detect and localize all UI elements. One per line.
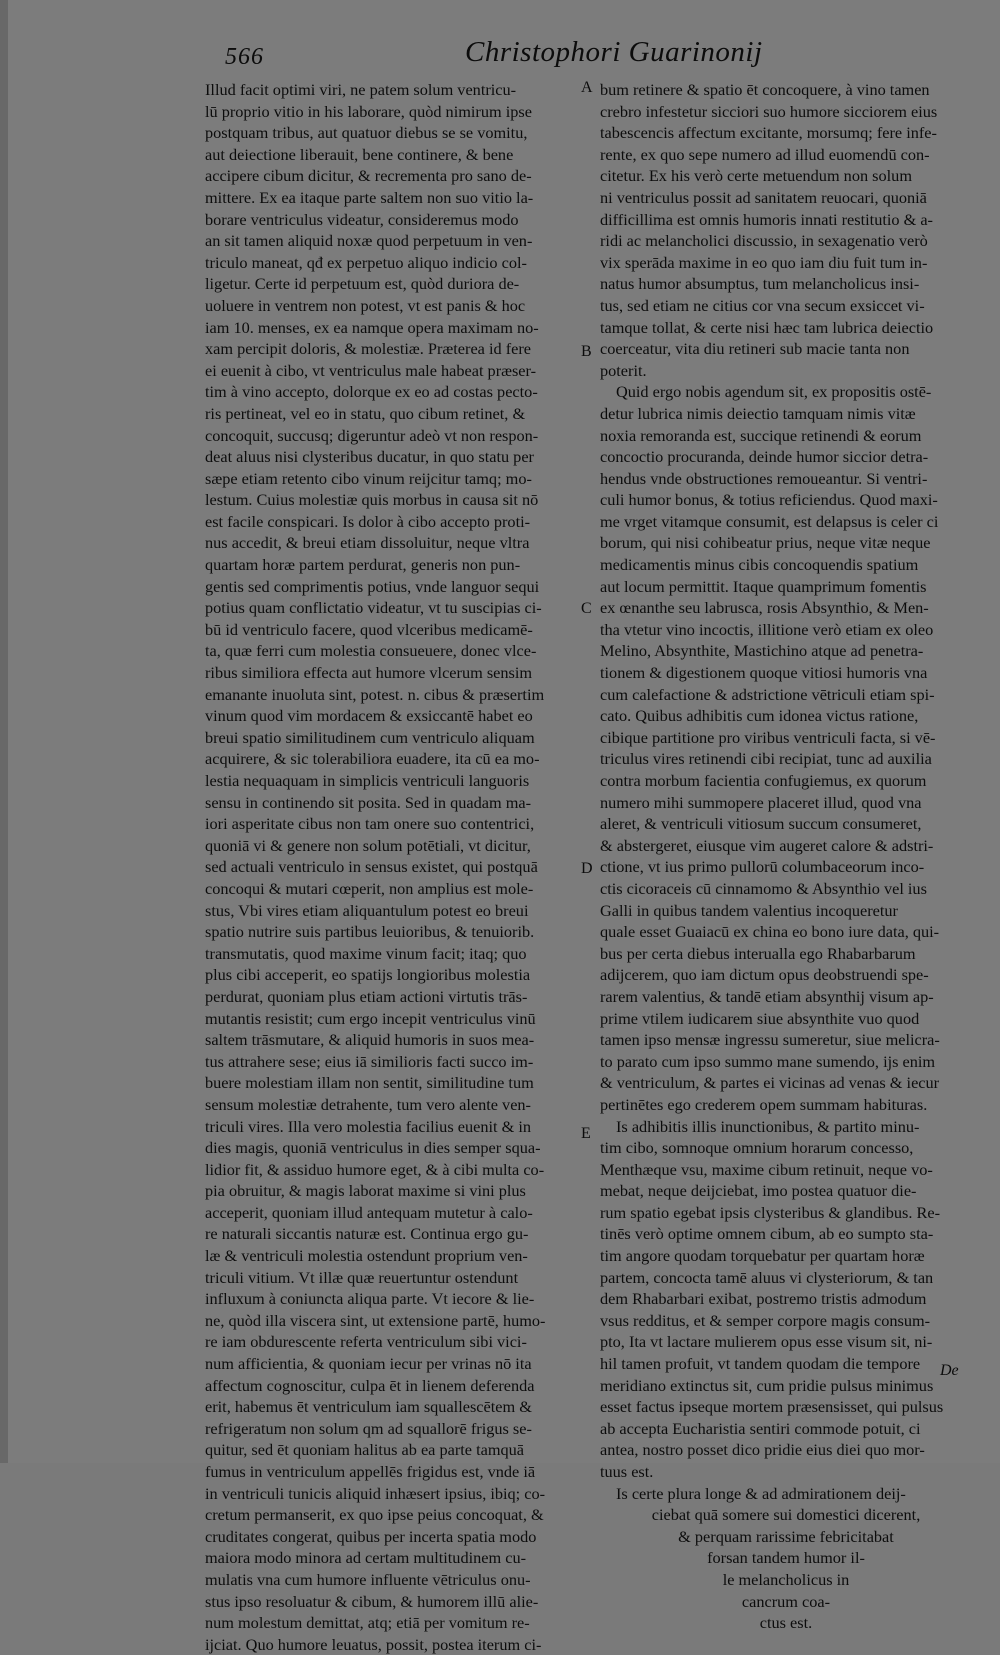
text-line: rum spatio egebat ipsis clysteribus & glandibus. Re- [600, 1202, 941, 1222]
text-line: borare ventriculus videatur, consideremus modo [205, 209, 519, 229]
text-line: cibique partitione pro viribus ventriculi facta, si vē- [600, 727, 936, 747]
text-line: triculi vires. Illa vero molestia facilius euenit & in [205, 1116, 531, 1136]
text-line: ab accepta Eucharistia sentiri commode potuit, ci [600, 1418, 921, 1438]
text-line: pto, Ita vt lactare mulierem opus esse visum sit, ni- [600, 1332, 933, 1352]
text-line: perdurat, quoniam plus etiam actioni virtutis trās- [205, 986, 528, 1006]
text-line: meridiano extinctus sit, cum pridie pulsus minimus [600, 1375, 934, 1395]
text-line: cancrum coa- [741, 1591, 831, 1611]
text-line: ex œnanthe seu labrusca, rosis Absynthio, & Men- [600, 598, 929, 618]
text-line: emanante inuoluta sint, potest. n. cibus & præsertim [205, 684, 545, 704]
text-line: transmutatis, quod maxime vinum facit; itaq; quo [205, 943, 527, 963]
text-line: citetur. Ex his verò certe metuendum non solum [600, 166, 912, 186]
text-line: bus per certa diebus interualla ego Rhabarbarum [600, 943, 916, 963]
text-line: difficillima est omnis humoris innati restitutio & a- [600, 209, 933, 229]
text-line: esset factus ipseque mortem præsensisset, qui pulsus [600, 1397, 944, 1417]
text-line: dies magis, quoniā ventriculus in dies semper squa- [205, 1138, 541, 1158]
text-line: iori asperitate cibus non tam onere suo contentrici, [205, 814, 535, 834]
text-line: Is adhibitis illis inunctionibus, & partito minu- [616, 1116, 920, 1136]
text-line: dem Rhabarbari exibat, postremo tristis admodum [600, 1289, 927, 1309]
text-line: refrigeratum non solum qm ad squallorē frigus se- [205, 1418, 532, 1438]
text-line: ctus est. [759, 1613, 813, 1633]
text-line: fumus in ventriculum appellēs frigidus est, vnde iā [205, 1462, 536, 1481]
text-line: cum calefactione & adstrictione vētriculi etiam spi- [600, 684, 935, 704]
text-line: tim cibo, somnoque omnium horarum concesso, [600, 1138, 914, 1158]
text-line: aleret, & ventriculi vitiosum succum consumeret, [600, 814, 922, 834]
text-line: partem, concocta tamē aluus vi clysteriorum, & tan [600, 1267, 934, 1287]
text-line: cato. Quibus adhibitis cum idonea victus ratione, [600, 706, 919, 726]
text-line: hil tamen profuit, vt tandem quodam die tempore [600, 1354, 921, 1374]
text-line: pia obruitur, & magis laborat maxime si vini plus [205, 1181, 526, 1201]
left-text-column [205, 79, 577, 1655]
text-line: me vrget vitamque consumit, est delapsus is celer ci [600, 511, 939, 531]
text-line: tim angore quodam torquebatur per quartam horæ [600, 1246, 925, 1266]
text-line: triculi vitium. Vt illæ quæ reuertuntur ostendunt [205, 1267, 519, 1287]
text-line: tamen ipso mensæ ingressu sumeretur, siue melicra- [600, 1030, 940, 1050]
text-line: sensum molestiæ detrahente, tum vero alente ven- [205, 1094, 531, 1114]
text-line: Menthæque vsu, maxime cibum retinuit, neque vo- [600, 1159, 933, 1179]
text-line: stus ipso resoluatur & cibum, & humorem illū alie- [205, 1591, 539, 1611]
text-line: sæpe etiam retento cibo vinum reijcitur tamq; mo- [205, 468, 532, 488]
catchword: De [940, 1362, 959, 1379]
text-line: quale esset Guaiacū ex china eo bono iure data, qui- [600, 922, 940, 942]
text-line: gentis sed comprimentis potius, vnde languor sequi [205, 576, 540, 596]
text-line: ta, quæ ferri cum molestia consueuere, donec vlce- [205, 641, 537, 661]
text-line: forsan tandem humor il- [707, 1548, 865, 1568]
text-line: ijciat. Quo humore leuatus, possit, postea iterum ci- [205, 1634, 542, 1654]
text-line: acceperit, quoniam illud antequam mutetur à calo- [205, 1202, 533, 1222]
text-line: culi humor bonus, & totius reficiendus. Quod maxi- [600, 490, 938, 510]
text-line: potius quam conflictatio videatur, vt tu suscipias ci- [205, 598, 542, 618]
text-line: antea, nostro posset dico pridie eius diei quo mor- [600, 1440, 925, 1460]
text-line: coerceatur, vita diu retineri sub macie tanta non [600, 339, 910, 359]
text-line: ciebat quā somere sui domestici dicerent, [651, 1505, 921, 1525]
text-line: triculus vires retinendi cibi recipiat, tunc ad auxilia [600, 749, 932, 769]
page-edge-shadow [0, 0, 8, 1463]
text-line: to parato cum ipso summo mane sumendo, ijs enim [600, 1051, 936, 1071]
text-line: & abstergeret, eiusque vim augeret calore & adstri- [600, 835, 934, 855]
text-line: tamque tollat, & certe nisi hæc tam lubrica deiectio [600, 317, 934, 337]
text-line: breui spatio similitudinem cum ventriculo aliquam [205, 727, 535, 747]
text-line: tinēs verò optime omnem cibum, ab eo sumpto sta- [600, 1224, 934, 1244]
text-line: le melancholicus in [722, 1569, 850, 1589]
text-line: tionem & digestionem quoque vitiosi humoris vna [600, 663, 928, 683]
text-line: re naturali siccantis naturæ est. Continua ergo gu- [205, 1224, 529, 1244]
text-line: prime vtilem iudicarem siue absynthite vuo quod [600, 1008, 920, 1028]
text-line: Is certe plura longe & ad admirationem deij- [616, 1483, 906, 1503]
text-line: affectum cognoscitur, culpa ēt in lienem deferenda [205, 1375, 535, 1395]
text-line: natus humor absumptus, tum melancholicus insi- [600, 274, 920, 294]
text-line: ctione, vt ius primo pullorū columbaceorum inco- [600, 857, 925, 877]
margin-marker-a: A [581, 79, 593, 96]
text-line: Galli in quibus tandem valentius incoqueretur [600, 900, 898, 920]
text-line: contra morbum facientia confugiemus, ex quorum [600, 771, 927, 790]
text-line: bum retinere & spatio ēt concoquere, à vino tamen [600, 80, 930, 99]
text-line: ridi ac melancholici discussio, in sexagenatio verò [600, 231, 928, 251]
text-line: tha vtetur vino incoctis, illitione verò etiam ex oleo [600, 619, 934, 639]
text-line: vix sperāda maxime in eo quo iam diu fuit tum in- [600, 252, 928, 272]
margin-marker-d: D [581, 860, 593, 877]
text-line: ei euenit à cibo, vt ventriculus male habeat præser- [205, 360, 537, 380]
margin-marker-b: B [581, 343, 592, 360]
text-line: quartam horæ partem perdurat, generis non pun- [205, 555, 521, 575]
text-line: nus accedit, & breui etiam dissoluitur, neque vltra [205, 533, 530, 553]
text-line: & perquam rarissime febricitabat [678, 1526, 894, 1546]
text-line: accipere cibum dicitur, & recrementa pro sano de- [205, 166, 532, 186]
text-line: mulatis vna cum humore influente vētriculus onu- [205, 1569, 531, 1589]
text-line: re iam obdurescente referta ventriculum sibi vici- [205, 1332, 527, 1352]
text-line: aut deiectione liberauit, bene continere, & bene [205, 144, 514, 164]
text-line: est facile conspicari. Is dolor à cibo accepto proti- [205, 511, 531, 531]
text-line: mebat, neque deijciebat, imo postea quatuor die- [600, 1181, 917, 1201]
text-line: cruditates congerat, quibus per incerta spatia modo [205, 1526, 537, 1546]
text-line: ligetur. Certe id perpetuum est, quòd duriora de- [205, 274, 520, 294]
text-line: saltem trāsmutare, & aliquid humoris in suos mea- [205, 1030, 535, 1050]
text-line: ne, quòd illa viscera sint, ut extensione partē, humo- [205, 1310, 546, 1330]
text-line: quoniā vi & genere non solum potētiali, vt dicitur, [205, 835, 531, 855]
text-line: ni ventriculus possit ad sanitatem reuocari, quoniā [600, 187, 927, 207]
text-line: adijcerem, quo iam dictum opus deobstruendi spe- [600, 965, 929, 985]
text-line: noxia remoranda est, succique retinendi & eorum [600, 425, 922, 445]
text-line: erit, habemus ēt ventriculum iam squallescētem & [205, 1397, 532, 1417]
text-line: tuus est. [600, 1462, 654, 1481]
text-line: tim à vino accepto, dolorque ex eo ad costas pecto- [205, 382, 538, 402]
text-line: poterit. [600, 360, 647, 380]
text-line: crebro infestetur sicciori suo humore sicciorem eius [600, 101, 938, 121]
text-line: num afficientia, & quoniam iecur per vrinas nō ita [205, 1354, 532, 1374]
text-line: tabescencis affectum excitante, morsumq; fere infe- [600, 123, 937, 143]
text-line: in ventriculi tunicis aliquid inhæsert ipsius, ibiq; co- [205, 1483, 546, 1503]
text-line: bū id ventriculo facere, quod vlceribus medicamē- [205, 619, 533, 639]
text-line: medicamentis minus cibis concoquendis spatium [600, 555, 919, 575]
text-line: uoluere in ventrem non potest, vt est panis & hoc [205, 295, 526, 315]
text-line: læ & ventriculi molestia ostendunt proprium ven- [205, 1246, 528, 1266]
text-line: Melino, Absynthite, Mastichino atque ad penetra- [600, 641, 924, 661]
text-line: pertinētes ego crederem opem summam habituras. [600, 1094, 928, 1114]
text-line: concoquit, succusq; digeruntur adeò vt non respon- [205, 425, 539, 445]
text-line: acquirere, & sic tolerabiliora euadere, ita cū ea mo- [205, 749, 540, 769]
text-line: tus, sed etiam ne citius cor vna secum exsiccet vi- [600, 295, 925, 315]
text-line: lidior fit, & assiduo humore eget, & à cibi multa co- [205, 1159, 545, 1179]
text-line: mittere. Ex ea itaque parte saltem non suo vitio la- [205, 187, 534, 207]
text-line: num molestum demittat, atq; etiā per vomitum re- [205, 1613, 530, 1633]
text-line: concoqui & mutari cœperit, non amplius est mole- [205, 878, 534, 898]
text-line: iam 10. menses, ex ea namque opera maximam no- [205, 317, 539, 337]
text-line: cretum permanserit, ex quo ipse peius concoquat, & [205, 1505, 544, 1525]
text-line: maiora modo minora ad certam multitudinem cu- [205, 1548, 527, 1568]
text-line: detur lubrica nimis deiectio tamquam nimis vitæ [600, 403, 916, 423]
page-number: 566 [225, 44, 264, 70]
text-line: Illud facit optimi viri, ne patem solum ventricu- [205, 80, 517, 99]
text-line: buere molestiam illam non sentit, similitudine tum [205, 1073, 534, 1093]
text-line: sensu in continendo sit posita. Sed in quadam ma- [205, 792, 532, 812]
text-line: influxum à coniuncta aliqua parte. Vt iecore & lie- [205, 1289, 535, 1309]
margin-marker-c: C [581, 600, 592, 617]
text-line: lestum. Cuius molestiæ quis morbus in causa sit nō [205, 490, 539, 510]
text-line: deat aluus nisi clysteribus ducatur, in quo statu per [205, 447, 534, 467]
margin-marker-e: E [581, 1125, 591, 1142]
text-line: hendus vnde obstructiones remoueantur. Si ventri- [600, 468, 928, 488]
text-line: ris pertineat, vel eo in statu, quo cibum retinet, & [205, 403, 526, 423]
text-line: rente, ex quo sepe numero ad illud euomendū con- [600, 144, 930, 164]
text-line: xam percipit doloris, & molestiæ. Præterea id fere [205, 339, 531, 359]
text-line: concoctio procuranda, deinde humor siccior detra- [600, 447, 929, 467]
text-line: stus, Vbi vires etiam aliquantulum potest eo breui [205, 900, 529, 920]
text-line: ctis cicoraceis cū cinnamomo & Absynthio vel ius [600, 878, 927, 898]
text-line: lestia nequaquam in simplicis ventriculi languoris [205, 771, 530, 790]
text-line: rarem valentius, & tandē etiam absynthij visum ap- [600, 986, 934, 1006]
text-line: vinum quod vim mordacem & exsiccantē habet eo [205, 706, 533, 726]
text-line: mutantis resistit; cum ergo incepit ventriculus vinū [205, 1008, 536, 1028]
text-line: vsus redditus, et & semper corpore magis consum- [600, 1310, 931, 1330]
text-line: Quid ergo nobis agendum sit, ex propositis ostē- [616, 382, 932, 402]
text-line: postquam tribus, aut quatuor diebus se se vomitu, [205, 123, 528, 143]
text-line: spatio nutrire suis partibus leuioribus, & tenuiorib. [205, 922, 535, 942]
text-line: numero mihi summopere placeret illud, quod vna [600, 792, 922, 812]
text-line: lū proprio vitio in his laborare, quòd nimirum ipse [205, 101, 532, 121]
text-line: plus cibi acceperit, eo spatijs longioribus molestia [205, 965, 531, 985]
running-head: Christophori Guarinonij [465, 36, 763, 68]
text-line: tus attrahere sese; eius iā similioris facti succo im- [205, 1051, 534, 1071]
text-line: triculo maneat, qđ ex perpetuo aliquo indicio col- [205, 252, 527, 272]
text-line: aut locum permittit. Itaque quamprimum fomentis [600, 576, 927, 596]
text-line: quitur, sed ēt quoniam halitus ab ea parte tamquā [205, 1440, 524, 1460]
text-line: borum, qui nisi cohibeatur prius, neque vitæ neque [600, 533, 931, 553]
text-line: sed actuali ventriculo in sensus existet, qui postquā [205, 857, 538, 877]
text-line: ribus similiora effecta aut humore vlcerum sensim [205, 663, 533, 683]
text-line: an sit tamen aliquid noxæ quod perpetuum in ven- [205, 231, 533, 251]
text-line: & ventriculum, & partes ei vicinas ad venas & iecur [600, 1073, 940, 1093]
right-text-column [600, 79, 972, 1634]
